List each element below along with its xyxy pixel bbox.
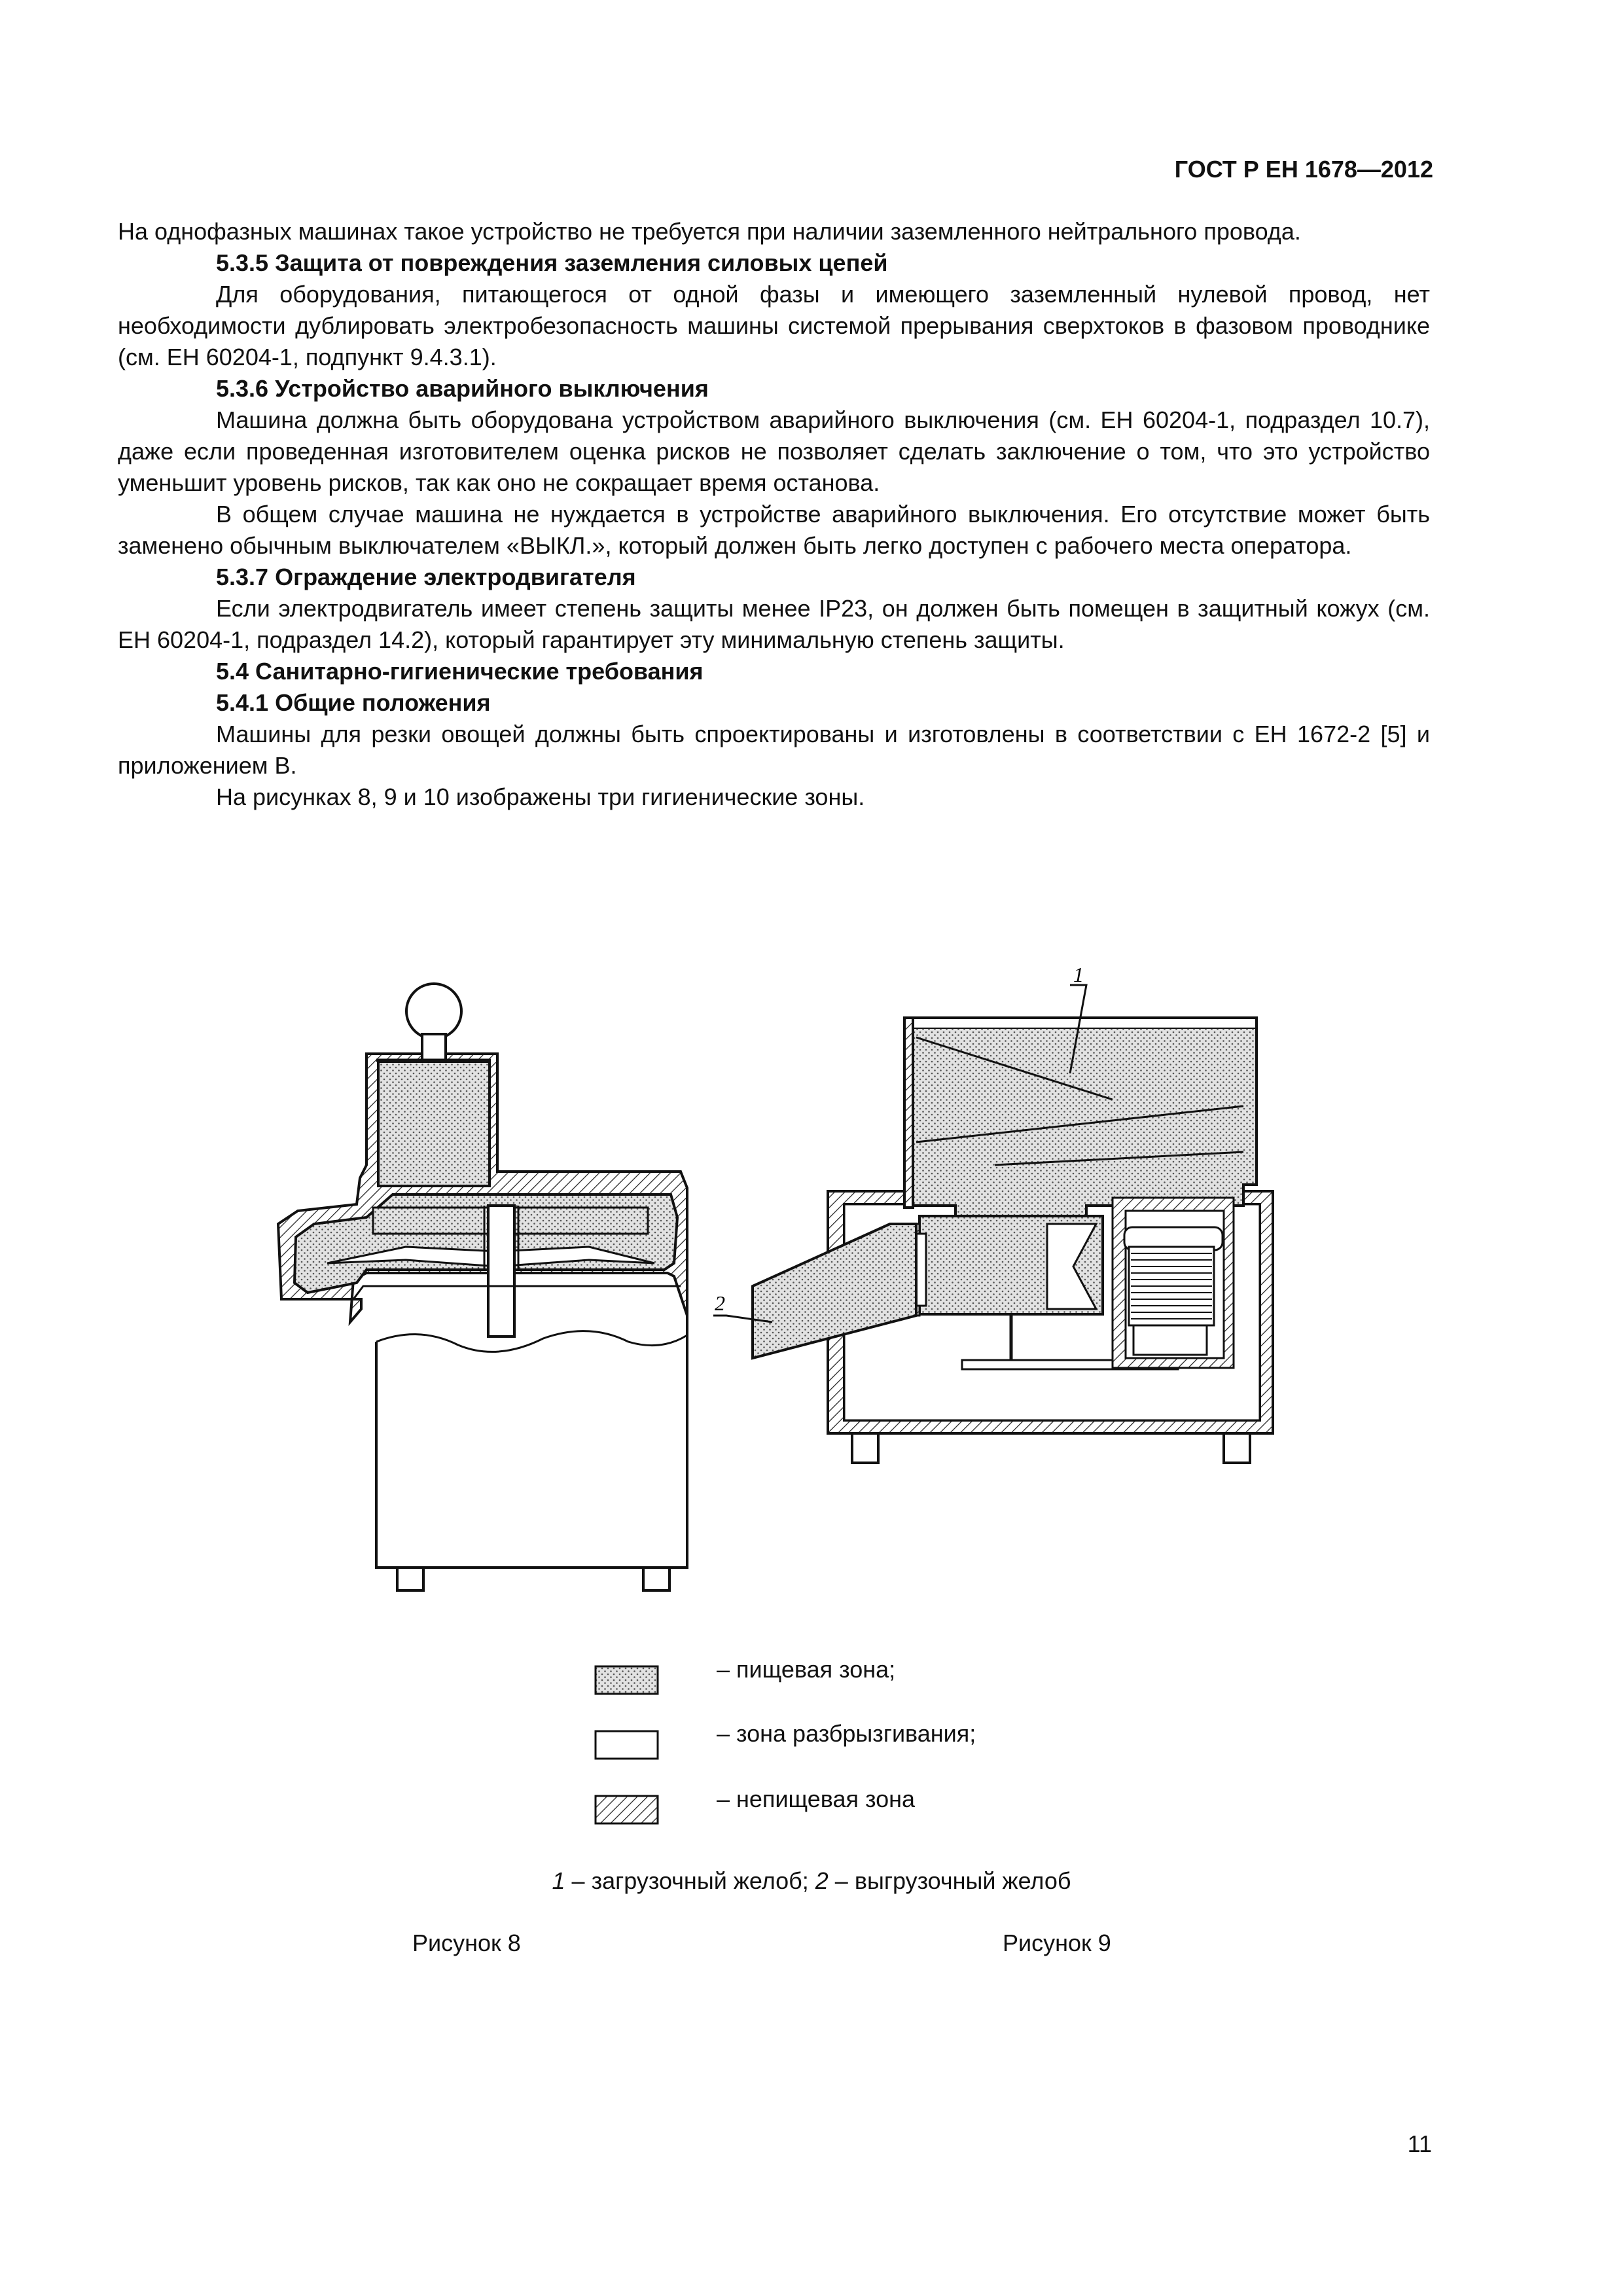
section-heading: 5.3.7 Ограждение электродвигателя xyxy=(216,564,636,590)
callout-2: 2 xyxy=(715,1291,725,1315)
legend-swatch-splash-zone xyxy=(596,1731,658,1759)
figure-caption xyxy=(0,1867,1623,1895)
body-text xyxy=(118,216,1430,813)
section-heading: 5.3.5 Защита от повреждения заземления силовых цепей xyxy=(216,249,888,276)
legend-swatch-nonfood-zone xyxy=(596,1796,658,1823)
hygiene-zones-figure xyxy=(0,949,1623,1826)
callout-1: 1 xyxy=(1073,963,1084,986)
paragraph: Машины для резки овощей должны быть спроектированы и изготовлены в соответствии с ЕН 1672-2 [5] и приложением В. xyxy=(118,721,1430,779)
caption-text-1: – загрузочный желоб; xyxy=(565,1867,815,1894)
legend-label-food-zone: – пищевая зона; xyxy=(717,1656,896,1683)
legend-swatch-food-zone xyxy=(596,1666,658,1694)
paragraph: На однофазных машинах такое устройство не требуется при наличии заземленного нейтрального провода. xyxy=(118,218,1301,245)
section-heading: 5.4.1 Общие положения xyxy=(216,689,491,716)
paragraph: В общем случае машина не нуждается в устройстве аварийного выключения. Его отсутствие может быть заменено обычным выключателем «ВЫКЛ.», который должен быть легко доступен с рабочего места оператора. xyxy=(118,501,1430,559)
figure-8-label: Рисунок 8 xyxy=(412,1929,521,1956)
caption-num-1: 1 xyxy=(552,1867,565,1894)
paragraph: Машина должна быть оборудована устройством аварийного выключения (см. ЕН 60204-1, подраздел 10.7), даже если проведенная изготовителем оценка рисков не позволяет сделать заключение о том, что это устройство уменьшит уровень рисков, так как оно не сокращает время останова. xyxy=(118,406,1430,496)
figure-9-drawing xyxy=(713,985,1273,1463)
paragraph: На рисунках 8, 9 и 10 изображены три гигиенические зоны. xyxy=(216,783,865,810)
paragraph: Для оборудования, питающегося от одной фазы и имеющего заземленный нулевой провод, нет необходимости дублировать электробезопасность машины системой прерывания сверхтоков в фазовом проводнике (см. ЕН 60204-1, подпункт 9.4.3.1). xyxy=(118,281,1430,370)
paragraph: Если электродвигатель имеет степень защиты менее IP23, он должен быть помещен в защитный кожух (см. ЕН 60204-1, подраздел 14.2), который гарантирует эту минимальную степень защиты. xyxy=(118,595,1430,653)
caption-num-2: 2 xyxy=(815,1867,829,1894)
figure-8-drawing xyxy=(278,984,687,1590)
section-heading: 5.3.6 Устройство аварийного выключения xyxy=(216,375,709,402)
figure-9-label: Рисунок 9 xyxy=(1003,1929,1111,1956)
caption-text-2: – выгрузочный желоб xyxy=(828,1867,1071,1894)
legend-label-nonfood-zone: – непищевая зона xyxy=(717,1785,916,1812)
document-header: ГОСТ Р ЕН 1678—2012 xyxy=(1174,156,1433,183)
page-number: 11 xyxy=(1407,2130,1432,2157)
section-heading: 5.4 Санитарно-гигиенические требования xyxy=(216,658,704,685)
legend-label-splash-zone: – зона разбрызгивания; xyxy=(717,1720,976,1747)
